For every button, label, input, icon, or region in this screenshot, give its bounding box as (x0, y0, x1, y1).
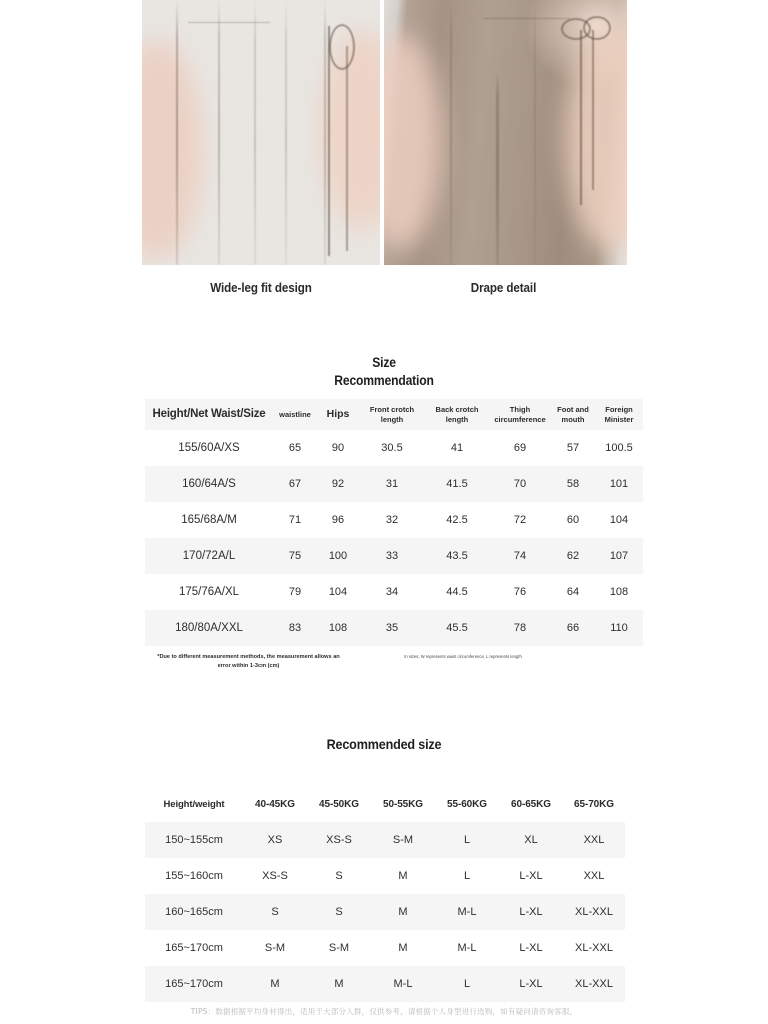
size-cell: 35 (385, 622, 399, 634)
size-letter-legend-note: In sizes, W represents waist circumference, L represents length (404, 654, 522, 659)
table-row (145, 894, 625, 930)
size-cell: 71 (288, 514, 302, 526)
reco-col-40-45kg: 40-45KG (255, 798, 295, 810)
size-cell: 79 (288, 586, 302, 598)
tie-loop (329, 24, 355, 70)
table-row (145, 538, 643, 574)
reco-cell: L-XL (519, 978, 543, 990)
fabric-fold (176, 0, 178, 265)
product-photo-wide-leg[interactable] (142, 0, 380, 265)
size-cell: 75 (288, 550, 302, 562)
size-cell: 110 (610, 622, 628, 634)
size-cell: 90 (331, 442, 345, 454)
reco-cell: M (398, 870, 408, 882)
size-cell: 78 (513, 622, 527, 634)
photo-captions (142, 281, 627, 295)
waist-tie-strap (346, 46, 348, 251)
size-cell: 180/80A/XXL (175, 622, 243, 634)
product-photo-drape-detail[interactable] (384, 0, 627, 265)
reco-cell: L-XL (519, 942, 543, 954)
size-table-footnotes (145, 653, 625, 670)
reco-cell: M (398, 942, 408, 954)
size-cell: 34 (385, 586, 399, 598)
waist-tie-strap (592, 30, 594, 190)
size-col-height-waist-size: Height/Net Waist/Size (152, 407, 266, 420)
reco-cell: L-XL (519, 870, 543, 882)
caption-wide-leg-fit: Wide-leg fit design (210, 281, 312, 295)
size-cell: 31 (385, 478, 399, 490)
reco-cell: L (463, 834, 471, 846)
size-cell: 83 (288, 622, 302, 634)
fabric-fold (450, 0, 452, 265)
reco-cell: XXL (583, 834, 605, 846)
reco-cell: S (271, 906, 279, 918)
size-cell: 108 (609, 586, 629, 598)
size-col-waistline: waistline (279, 409, 311, 419)
size-cell: 108 (328, 622, 348, 634)
size-col-foreign-minister: Foreign Minister (604, 405, 634, 424)
size-cell: 165/68A/M (181, 514, 237, 526)
product-photo-gallery (142, 0, 627, 265)
reco-cell: S (335, 870, 343, 882)
tie-loop (583, 16, 611, 40)
reco-col-height-weight: Height/weight (163, 798, 225, 810)
size-cell: 45.5 (446, 622, 468, 634)
recommended-size-table (145, 786, 625, 1002)
size-cell: 76 (513, 586, 527, 598)
size-cell: 62 (566, 550, 580, 562)
size-cell: 57 (566, 442, 580, 454)
reco-col-50-55kg: 50-55KG (383, 798, 423, 810)
reco-cell: M-L (457, 906, 477, 918)
size-cell: 72 (513, 514, 527, 526)
recommended-size-heading (0, 735, 768, 753)
size-heading-line-1: Size (372, 355, 396, 370)
waist-tie-strap (580, 30, 582, 205)
size-cell: 33 (385, 550, 399, 562)
size-cell: 58 (566, 478, 580, 490)
fabric-fold (324, 0, 326, 265)
size-cell: 107 (609, 550, 629, 562)
reco-cell: 165~170cm (165, 978, 223, 990)
reco-cell: S-M (264, 942, 286, 954)
reco-cell: S-M (328, 942, 350, 954)
size-cell: 175/76A/XL (178, 586, 240, 598)
size-col-thigh-circumference: Thigh circumference (494, 405, 546, 424)
size-cell: 30.5 (381, 442, 403, 454)
size-cell: 60 (566, 514, 580, 526)
size-cell: 69 (513, 442, 527, 454)
reco-cell: M-L (457, 942, 477, 954)
reco-cell: XL-XXL (575, 978, 613, 990)
caption-drape-detail: Drape detail (470, 281, 537, 295)
reco-cell: M-L (393, 978, 413, 990)
size-cell: 100 (328, 550, 348, 562)
size-cell: 74 (513, 550, 527, 562)
reco-cell: XS-S (326, 834, 352, 846)
table-row (145, 858, 625, 894)
table-row (145, 822, 625, 858)
reco-cell: XL-XXL (575, 942, 613, 954)
size-cell: 104 (328, 586, 348, 598)
table-row (145, 466, 643, 502)
size-col-back-crotch-length: Back crotch length (435, 405, 479, 424)
reco-cell: L (463, 870, 471, 882)
reco-col-55-60kg: 55-60KG (447, 798, 487, 810)
reco-cell: 150~155cm (165, 834, 223, 846)
reco-cell: S-M (392, 834, 414, 846)
size-cell: 155/60A/XS (178, 442, 240, 454)
tips-note: TIPS：数据根据平均身材得出，适用于大部分人群，仅供参考，请根据个人身型进行选购，如有疑问请咨询客服。 (190, 1007, 578, 1016)
reco-col-45-50kg: 45-50KG (319, 798, 359, 810)
size-recommendation-heading (0, 354, 768, 390)
pocket-seam (188, 22, 270, 49)
reco-cell: L (463, 978, 471, 990)
size-cell: 66 (566, 622, 580, 634)
reco-cell: XL-XXL (575, 906, 613, 918)
size-table-header-row (145, 399, 643, 430)
recommended-size-heading-text: Recommended size (326, 736, 442, 752)
size-cell: 96 (331, 514, 345, 526)
size-cell: 101 (609, 478, 629, 490)
size-cell: 44.5 (446, 586, 468, 598)
fabric-fold (496, 70, 499, 265)
reco-cell: XS (267, 834, 283, 846)
reco-cell: 160~165cm (165, 906, 223, 918)
size-cell: 42.5 (446, 514, 468, 526)
table-row (145, 930, 625, 966)
measurement-error-note: *Due to different measurement methods, the measurement allows an error within 1-3cm (cm) (157, 654, 340, 669)
size-cell: 43.5 (446, 550, 468, 562)
size-col-foot-and-mouth: Foot and mouth (557, 405, 589, 424)
reco-col-60-65kg: 60-65KG (511, 798, 551, 810)
size-cell: 170/72A/L (182, 550, 236, 562)
reco-table-header-row (145, 786, 625, 822)
size-cell: 100.5 (605, 442, 633, 454)
size-heading-line-2: Recommendation (334, 373, 434, 388)
size-cell: 41.5 (446, 478, 468, 490)
reco-col-65-70kg: 65-70KG (574, 798, 614, 810)
reco-cell: XL (524, 834, 538, 846)
fabric-fold (534, 0, 536, 265)
size-cell: 160/64A/S (182, 478, 236, 490)
waist-tie-strap (328, 26, 330, 256)
reco-cell: M (398, 906, 408, 918)
table-row (145, 502, 643, 538)
table-row (145, 966, 625, 1002)
reco-cell: M (334, 978, 344, 990)
size-cell: 104 (609, 514, 629, 526)
reco-cell: XXL (583, 870, 605, 882)
size-cell: 32 (385, 514, 399, 526)
size-cell: 65 (288, 442, 302, 454)
size-cell: 70 (513, 478, 527, 490)
reco-cell: 155~160cm (165, 870, 223, 882)
fabric-fold (285, 0, 287, 265)
size-cell: 64 (566, 586, 580, 598)
pocket-seam (484, 18, 570, 31)
size-chart-table (145, 399, 643, 646)
reco-cell: XS-S (262, 870, 288, 882)
size-cell: 67 (288, 478, 302, 490)
size-cell: 92 (331, 478, 345, 490)
table-row (145, 574, 643, 610)
size-col-front-crotch-length: Front crotch length (369, 405, 415, 424)
table-row (145, 430, 643, 466)
reco-cell: S (335, 906, 343, 918)
reco-cell: 165~170cm (165, 942, 223, 954)
size-cell: 41 (450, 442, 464, 454)
table-row (145, 610, 643, 646)
reco-cell: L-XL (519, 906, 543, 918)
size-col-hips: Hips (326, 407, 350, 420)
reco-cell: M (270, 978, 280, 990)
